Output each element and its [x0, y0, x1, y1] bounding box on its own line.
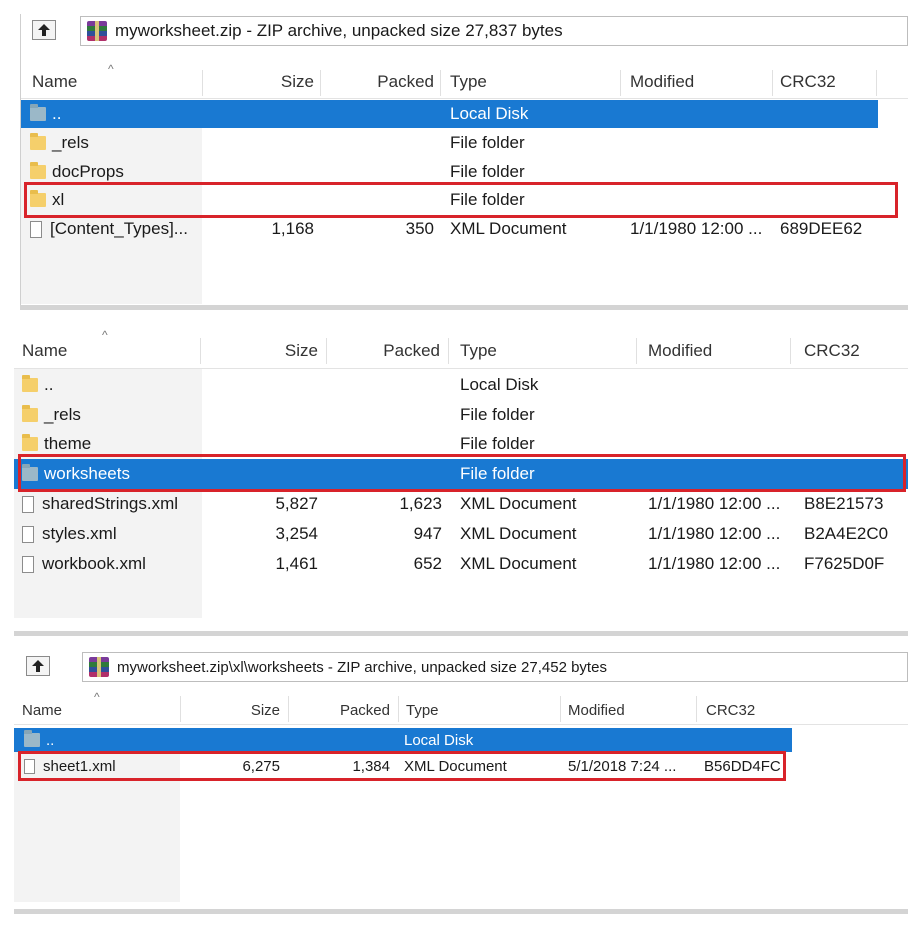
- zip-archive-icon: [89, 657, 109, 677]
- column-packed[interactable]: Packed: [377, 72, 434, 91]
- list-item-rels[interactable]: _rels File folder: [20, 129, 878, 157]
- column-header: [14, 328, 908, 369]
- folder-icon: [22, 437, 38, 451]
- folder-icon: [22, 408, 38, 422]
- sort-ascending-icon: ^: [102, 328, 108, 342]
- column-size[interactable]: Size: [284, 341, 318, 360]
- address-text: myworksheet.zip - ZIP archive, unpacked size 27,837 bytes: [115, 21, 563, 40]
- list-item-rels[interactable]: _rels File folder: [14, 400, 908, 430]
- column-packed[interactable]: Packed: [383, 341, 440, 360]
- document-icon: [22, 496, 34, 513]
- list-item-worksheets[interactable]: worksheets File folder: [14, 459, 908, 489]
- list-item-parent[interactable]: .. Local Disk: [20, 100, 878, 128]
- up-folder-button[interactable]: [26, 656, 50, 676]
- list-item-content-types[interactable]: [Content_Types]... 1,168 350 XML Document 1/1/1980 12:00 ... 689DEE62: [20, 215, 878, 243]
- list-item-parent[interactable]: .. Local Disk: [14, 370, 908, 400]
- parent-folder-icon: [30, 107, 46, 121]
- zip-archive-icon: [87, 21, 107, 41]
- address-bar: [20, 14, 908, 48]
- column-modified[interactable]: Modified: [568, 701, 625, 719]
- column-name[interactable]: Name: [32, 72, 78, 91]
- parent-folder-icon: [24, 733, 40, 747]
- list-item-sheet1[interactable]: sheet1.xml 6,275 1,384 XML Document 5/1/2018 7:24 ... B56DD4FC: [14, 754, 792, 778]
- list-item-workbook[interactable]: workbook.xml 1,461 652 XML Document 1/1/1980 12:00 ... F7625D0F: [14, 549, 908, 579]
- column-type[interactable]: Type: [460, 341, 497, 360]
- worksheets-folder-panel: [14, 648, 908, 914]
- column-size[interactable]: Size: [250, 701, 280, 719]
- folder-icon: [30, 193, 46, 207]
- parent-folder-icon: [22, 378, 38, 392]
- list-item-sharedstrings[interactable]: sharedStrings.xml 5,827 1,623 XML Document 1/1/1980 12:00 ... B8E21573: [14, 489, 908, 519]
- document-icon: [30, 221, 42, 238]
- column-name[interactable]: Name: [22, 701, 63, 719]
- column-type[interactable]: Type: [450, 72, 487, 91]
- address-bar: [14, 648, 908, 686]
- document-icon: [22, 556, 34, 573]
- document-icon: [24, 759, 35, 774]
- column-modified[interactable]: Modified: [648, 341, 713, 360]
- list-item-xl[interactable]: xl File folder: [20, 186, 878, 214]
- up-folder-icon: [31, 660, 45, 672]
- address-field[interactable]: [80, 16, 908, 46]
- list-item-parent[interactable]: .. Local Disk: [14, 728, 792, 752]
- column-modified[interactable]: Modified: [630, 72, 695, 91]
- up-folder-icon: [37, 24, 51, 36]
- document-icon: [22, 526, 34, 543]
- column-name[interactable]: Name: [22, 341, 68, 360]
- sort-ascending-icon: ^: [108, 62, 114, 76]
- folder-icon: [30, 165, 46, 179]
- column-type[interactable]: Type: [406, 701, 439, 719]
- folder-icon: [30, 136, 46, 150]
- xl-folder-panel: [14, 328, 908, 636]
- column-crc32[interactable]: CRC32: [780, 72, 836, 91]
- folder-icon: [22, 467, 38, 481]
- archive-root-panel: [20, 14, 908, 310]
- address-field[interactable]: [82, 652, 908, 682]
- column-crc32[interactable]: CRC32: [706, 701, 756, 719]
- column-packed[interactable]: Packed: [339, 701, 390, 719]
- up-folder-button[interactable]: [32, 20, 56, 40]
- column-size[interactable]: Size: [280, 72, 314, 91]
- column-header: [20, 62, 908, 99]
- list-item-styles[interactable]: styles.xml 3,254 947 XML Document 1/1/1980 12:00 ... B2A4E2C0: [14, 519, 908, 549]
- list-item-theme[interactable]: theme File folder: [14, 429, 908, 459]
- sort-ascending-icon: ^: [94, 690, 100, 704]
- address-text: myworksheet.zip\xl\worksheets - ZIP archive, unpacked size 27,452 bytes: [117, 658, 607, 676]
- column-crc32[interactable]: CRC32: [804, 341, 860, 360]
- column-header: [14, 690, 908, 725]
- list-item-docprops[interactable]: docProps File folder: [20, 158, 878, 186]
